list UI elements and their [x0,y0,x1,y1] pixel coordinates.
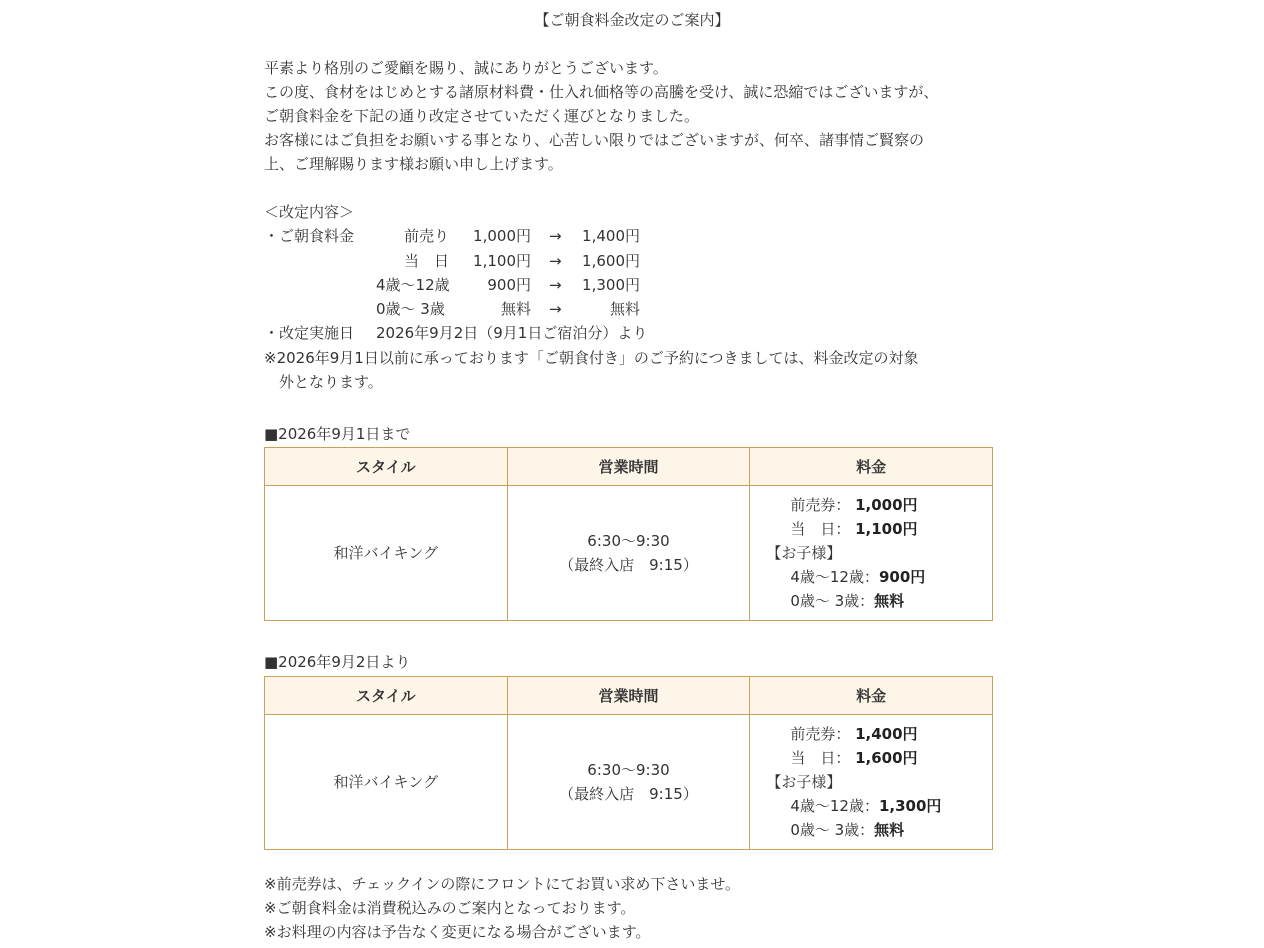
effective-date-value: 2026年9月2日（9月1日ご宿泊分）より [376,324,648,343]
table-row [265,486,993,621]
effective-date-label: ・改定実施日 [264,324,355,343]
fee-value: 1,100円 [855,520,918,538]
fee-label: 前売券： [790,725,851,743]
fee-value: 1,000円 [855,496,918,514]
footer-notes [264,872,740,944]
section-heading: ■2026年9月2日より [264,653,411,671]
price-table-current [264,447,993,621]
fee-value: 900円 [878,568,926,586]
fee-label: 当 日： [790,520,851,538]
column-header-fee: 料金 [750,448,993,486]
arrow: → [549,300,562,319]
fee-label: 4歳～12歳： [790,797,879,815]
hours-cell [507,486,750,621]
fee-line-advance [774,722,992,746]
old-price: 1,100円 [473,251,531,270]
old-price: 1,000円 [473,227,531,246]
footer-note: ※ご朝食料金は消費税込みのご案内となっております。 [264,899,636,917]
new-price: 1,400円 [582,227,640,246]
reservation-note [264,346,1004,394]
fee-line-advance [774,493,992,517]
intro-line: この度、食材をはじめとする諸原材料費・仕入れ価格等の高騰を受け、誠に恐縮ではございますが、 [264,83,939,101]
footer-note: ※お料理の内容は予告なく変更になる場合がございます。 [264,923,651,941]
arrow: → [549,227,562,246]
hours-text: 6:30～9:30 [587,761,670,779]
old-price: 900円 [487,275,531,294]
fee-line-sameday [774,746,992,770]
column-header-hours: 営業時間 [507,448,750,486]
revision-row-label: 0歳～ 3歳 [376,300,445,319]
new-price: 1,300円 [582,275,640,294]
fee-label: 0歳～ 3歳： [790,592,875,610]
effective-date-row [264,321,1004,345]
reservation-note-line: 外となります。 [279,372,383,391]
fee-line-age2 [774,818,992,842]
fee-label: 当 日： [790,749,851,767]
fee-value: 無料 [874,821,905,839]
table-header-row [265,677,993,715]
price-table-new [264,676,993,850]
fee-line-age1 [774,565,992,589]
fee-value: 無料 [874,592,905,610]
intro-line: 平素より格別のご愛顧を賜り、誠にありがとうございます。 [264,59,668,77]
revision-row [264,273,1004,297]
fee-label: 4歳～12歳： [790,568,879,586]
arrow: → [549,275,562,294]
column-header-style: スタイル [265,677,508,715]
revision-row-label: 4歳～12歳 [376,275,450,294]
intro-line: ご朝食料金を下記の通り改定させていただく運びとなりました。 [264,107,700,125]
column-header-style: スタイル [265,448,508,486]
fee-value: 1,400円 [855,725,918,743]
revision-row [264,249,1004,273]
notice-body [264,56,1004,394]
fee-label: ・ご朝食料金 [264,227,355,246]
intro-paragraph [264,56,1004,176]
revision-heading: ＜改定内容＞ [264,203,355,221]
intro-line: お客様にはご負担をお願いする事となり、心苦しい限りではございますが、何卒、諸事情ご賢察の [264,131,925,149]
table-row [265,715,993,850]
new-price: 無料 [609,300,640,319]
fee-line-age1 [774,794,992,818]
children-label: 【お子様】 [766,773,842,791]
hours-text: 6:30～9:30 [587,532,670,550]
revision-row [264,297,1004,321]
last-entry-text: （最終入店 9:15） [559,556,698,574]
fee-value: 1,600円 [855,749,918,767]
new-price: 1,600円 [582,251,640,270]
column-header-hours: 営業時間 [507,677,750,715]
last-entry-text: （最終入店 9:15） [559,785,698,803]
style-cell: 和洋バイキング [265,715,508,850]
fee-line-sameday [774,517,992,541]
revision-row-label: 当 日 [404,251,450,270]
fee-line-age2 [774,589,992,613]
revision-row-label: 前売り [404,227,450,246]
fee-value: 1,300円 [878,797,942,815]
old-price: 無料 [500,300,531,319]
fee-label: 0歳～ 3歳： [790,821,875,839]
arrow: → [549,251,562,270]
column-header-fee: 料金 [750,677,993,715]
reservation-note-line: ※2026年9月1日以前に承っております「ご朝食付き」のご予約につきましては、料金改定の対象 [264,348,919,367]
section-heading: ■2026年9月1日まで [264,425,411,443]
style-cell: 和洋バイキング [265,486,508,621]
page-title: 【ご朝食料金改定のご案内】 [534,11,730,29]
fee-cell [750,715,993,850]
fee-cell [750,486,993,621]
fee-label: 前売券： [790,496,851,514]
table-header-row [265,448,993,486]
intro-line: 上、ご理解賜ります様お願い申し上げます。 [264,155,563,173]
footer-note: ※前売券は、チェックインの際にフロントにてお買い求め下さいませ。 [264,875,740,893]
hours-cell [507,715,750,850]
revision-row [264,224,1004,248]
children-label: 【お子様】 [766,544,842,562]
